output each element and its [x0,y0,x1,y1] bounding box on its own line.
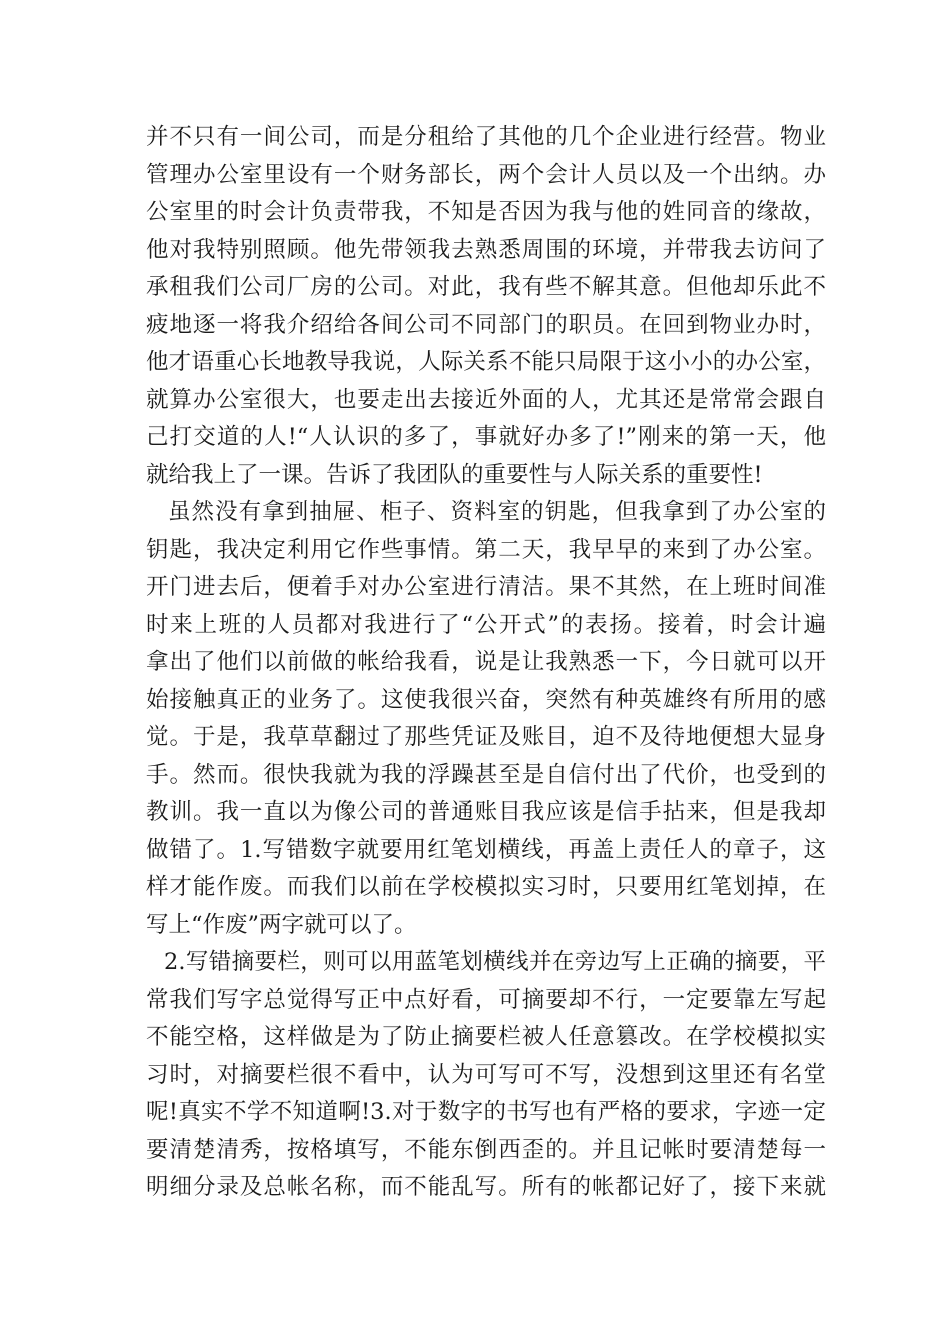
text-line: 并不只有一间公司，而是分租给了其他的几个企业进行经营。物业 [146,124,826,150]
paragraph-2 [146,494,826,944]
paragraph-1 [146,119,826,494]
text-line: 虽然没有拿到抽屉、柜子、资料室的钥匙，但我拿到了办公室的 [168,499,826,525]
text-line: 管理办公室里设有一个财务部长，两个会计人员以及一个出纳。办 [146,161,826,188]
text-line: 习时，对摘要栏很不看中，认为可写可不写，没想到这里还有名堂 [146,1061,826,1088]
document-body [146,119,826,1207]
paragraph-3 [146,944,826,1207]
text-line: 他才语重心长地教导我说，人际关系不能只局限于这小小的办公室， [146,349,826,375]
text-line: 写上“作废”两字就可以了。 [146,911,417,938]
text-line: 钥匙，我决定利用它作些事情。第二天，我早早的来到了办公室。 [146,536,826,563]
text-line: 明细分录及总帐名称，而不能乱写。所有的帐都记好了，接下来就 [146,1174,826,1200]
text-line: 不能空格，这样做是为了防止摘要栏被人任意篡改。在学校模拟实 [146,1024,826,1050]
text-line: 常我们写字总觉得写正中点好看，可摘要却不行，一定要靠左写起 [146,986,826,1013]
text-line: 拿出了他们以前做的帐给我看，说是让我熟悉一下，今日就可以开 [146,649,826,675]
text-line: 公室里的时会计负责带我，不知是否因为我与他的姓同音的缘故， [146,199,826,225]
text-line: 样才能作废。而我们以前在学校模拟实习时，只要用红笔划掉，在 [146,874,826,900]
text-line: 就给我上了一课。告诉了我团队的重要性与人际关系的重要性! [146,461,763,488]
text-line: 己打交道的人!“人认识的多了，事就好办多了!”刚来的第一天，他 [146,424,826,450]
text-line: 教训。我一直以为像公司的普通账目我应该是信手拈来，但是我却 [146,799,826,825]
text-line: 呢!真实不学不知道啊!3.对于数字的书写也有严格的要求，字迹一定 [146,1099,826,1125]
text-line: 觉。于是，我草草翻过了那些凭证及账目，迫不及待地便想大显身 [146,724,826,750]
text-line: 他对我特别照顾。他先带领我去熟悉周围的环境，并带我去访问了 [146,236,826,263]
text-line: 2.写错摘要栏，则可以用蓝笔划横线并在旁边写上正确的摘要，平 [164,949,826,975]
text-line: 疲地逐一将我介绍给各间公司不同部门的职员。在回到物业办时， [146,311,826,338]
text-line: 做错了。1.写错数字就要用红笔划横线，再盖上责任人的章子，这 [146,836,826,863]
text-line: 手。然而。很快我就为我的浮躁甚至是自信付出了代价，也受到的 [146,761,826,788]
text-line: 就算办公室很大，也要走出去接近外面的人，尤其还是常常会跟自 [146,386,826,413]
text-line: 始接触真正的业务了。这使我很兴奋，突然有种英雄终有所用的感 [146,686,826,713]
text-line: 时来上班的人员都对我进行了“公开式”的表扬。接着，时会计遍 [146,611,826,638]
text-line: 承租我们公司厂房的公司。对此，我有些不解其意。但他却乐此不 [146,274,826,300]
text-line: 要清楚清秀，按格填写，不能东倒西歪的。并且记帐时要清楚每一 [146,1136,826,1163]
text-line: 开门进去后，便着手对办公室进行清洁。果不其然，在上班时间准 [146,574,826,600]
